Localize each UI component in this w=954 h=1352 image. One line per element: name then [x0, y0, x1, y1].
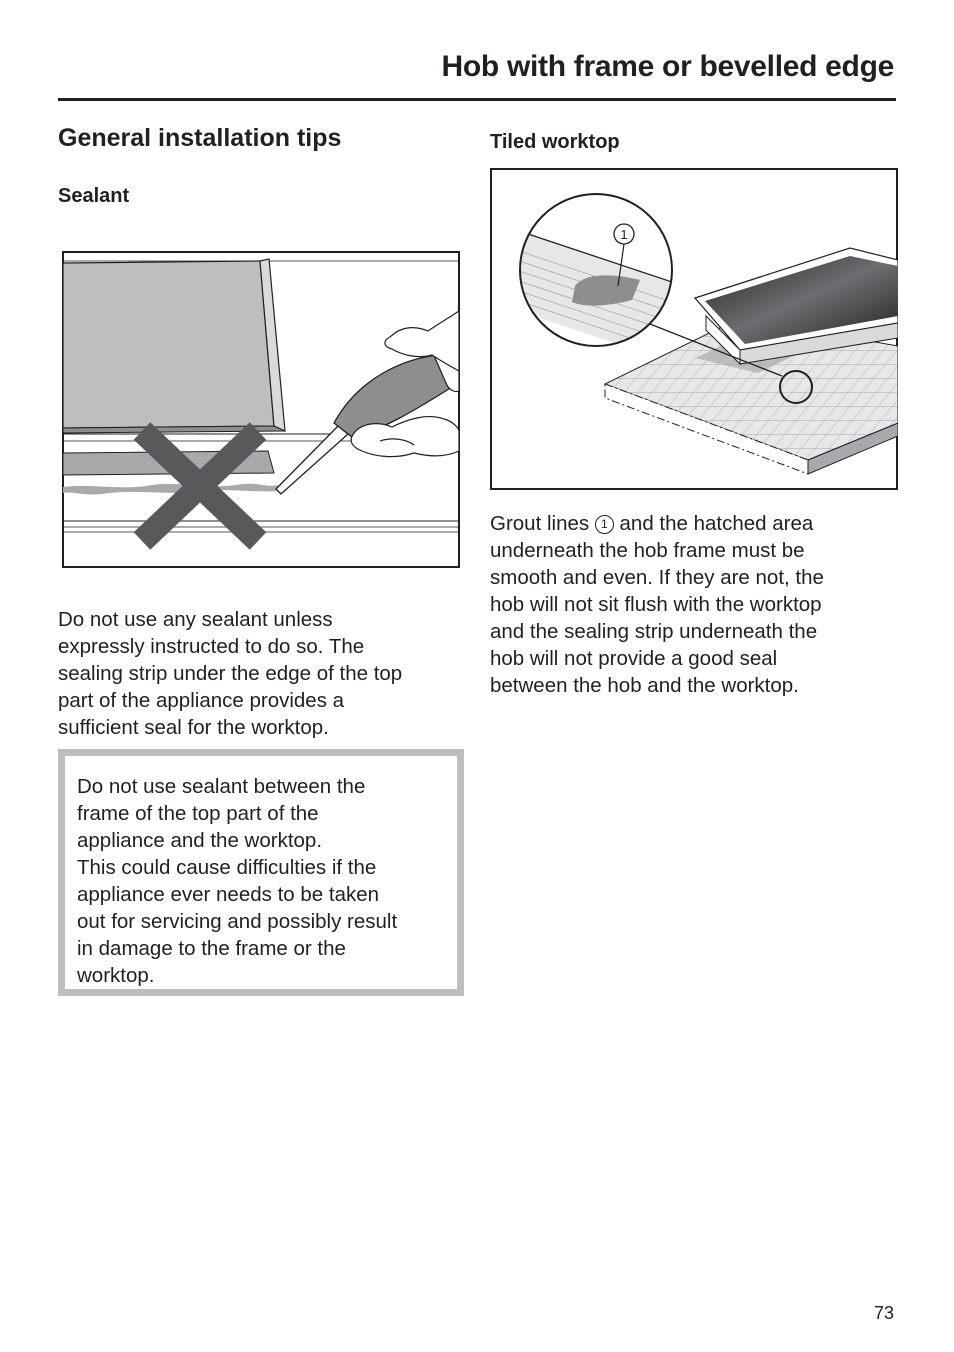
- page-title: Hob with frame or bevelled edge: [441, 50, 894, 83]
- text-line: and the sealing strip underneath the: [490, 620, 818, 643]
- warning-line: out for servicing and possibly result: [77, 910, 398, 933]
- text-line: hob will not sit flush with the worktop: [490, 593, 822, 616]
- text-line: hob will not provide a good seal: [490, 647, 778, 670]
- title-rule: [58, 98, 896, 101]
- warning-line: This could cause difficulties if the: [77, 856, 377, 879]
- grout-text-before: Grout lines: [490, 512, 595, 535]
- warning-line: Do not use sealant between the: [77, 775, 366, 798]
- grout-paragraph: [490, 510, 824, 699]
- section-title: General installation tips: [58, 124, 342, 152]
- text-line: part of the appliance provides a: [58, 689, 345, 712]
- text-line: Do not use any sealant unless: [58, 608, 333, 631]
- tiled-worktop-heading: Tiled worktop: [490, 131, 620, 153]
- text-line: [490, 510, 824, 537]
- sealant-illustration: [62, 251, 460, 568]
- warning-line: appliance ever needs to be taken: [77, 883, 380, 906]
- warning-line: worktop.: [77, 964, 155, 987]
- page-number: 73: [873, 1303, 894, 1323]
- text-line: sufficient seal for the worktop.: [58, 716, 329, 739]
- callout-number: 1: [620, 227, 628, 242]
- warning-line: frame of the top part of the: [77, 802, 319, 825]
- text-line: underneath the hob frame must be: [490, 539, 805, 562]
- sealant-paragraph: [58, 606, 402, 741]
- sealant-heading: Sealant: [58, 185, 130, 207]
- text-line: smooth and even. If they are not, the: [490, 566, 824, 589]
- text-line: between the hob and the worktop.: [490, 674, 799, 697]
- grout-text-after: and the hatched area: [613, 512, 814, 535]
- text-line: sealing strip under the edge of the top: [58, 662, 403, 685]
- tiled-worktop-illustration: [490, 168, 898, 491]
- warning-box: [58, 749, 464, 996]
- warning-line: in damage to the frame or the: [77, 937, 346, 960]
- callout-number-icon: 1: [595, 515, 614, 534]
- warning-line: appliance and the worktop.: [77, 829, 323, 852]
- text-line: expressly instructed to do so. The: [58, 635, 365, 658]
